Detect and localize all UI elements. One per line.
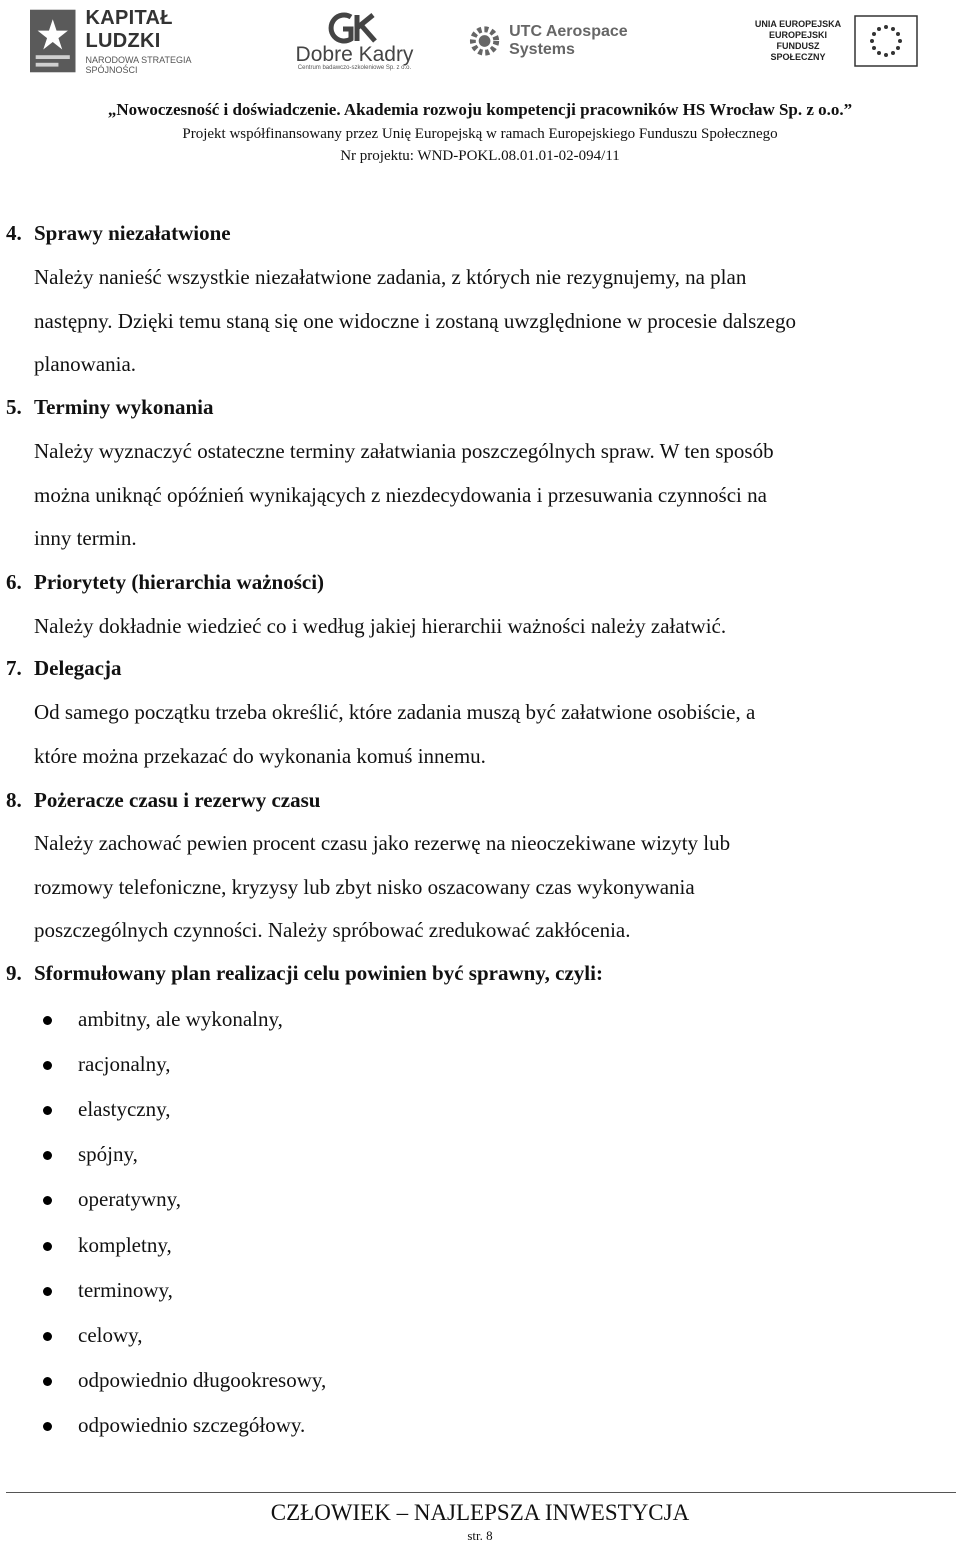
paragraph-line: które można przekazać do wykonania komuś innemu.: [34, 743, 486, 768]
page-number: str. 8: [467, 1528, 493, 1543]
section-title: Sprawy niezałatwione: [34, 221, 231, 245]
utc-aerospace-logo: [468, 2, 693, 80]
section-number: 5.: [6, 395, 22, 419]
list-item-label: odpowiednio szczegółowy.: [78, 1413, 306, 1437]
kapital-ludzki-subtitle: NARODOWA STRATEGIA SPÓJNOŚCI: [85, 55, 192, 75]
paragraph-line: Od samego początku trzeba określić, które zadania muszą być załatwione osobiście, a: [34, 700, 756, 724]
list-item: [0, 1052, 960, 1097]
list-item: [0, 1142, 960, 1187]
kapital-ludzki-emblem-icon: [30, 8, 76, 74]
section-paragraph: [34, 430, 956, 561]
list-item: [0, 1007, 960, 1052]
section-heading: [6, 395, 214, 420]
list-item-label: terminowy,: [78, 1278, 173, 1302]
paragraph-line: Należy nanieść wszystkie niezałatwione zadania, z których nie rezygnujemy, na plan: [34, 265, 747, 289]
list-item-label: ambitny, ale wykonalny,: [78, 1007, 283, 1031]
section-title: Pożeracze czasu i rezerwy czasu: [34, 788, 321, 812]
paragraph-line: planowania.: [34, 352, 137, 377]
utc-title: UTC Aerospace Systems: [509, 23, 628, 58]
kapital-ludzki-title: KAPITAŁ LUDZKI: [85, 7, 173, 52]
bullet-icon: [43, 1377, 52, 1386]
section-heading: [6, 961, 603, 986]
logo-band: [0, 0, 960, 90]
paragraph-line: poszczególnych czynności. Należy spróbować zredukować zakłócenia.: [34, 918, 631, 943]
dobre-kadry-logo: [292, 2, 417, 80]
eu-line-3: FUNDUSZ SPOŁECZNY: [770, 41, 826, 62]
bullet-icon: [43, 1106, 52, 1115]
list-item-label: odpowiednio długookresowy,: [78, 1368, 327, 1392]
section-number: 7.: [6, 656, 22, 680]
paragraph-line: inny termin.: [34, 526, 137, 551]
dobre-kadry-gk-icon: [327, 11, 383, 45]
section-paragraph: [34, 691, 956, 778]
list-item-label: operatywny,: [78, 1187, 182, 1211]
section-heading: [6, 570, 324, 595]
section-paragraph: [34, 822, 956, 953]
section-number: 9.: [6, 961, 22, 985]
utc-gear-icon: [468, 24, 501, 58]
bullet-icon: [43, 1151, 52, 1160]
list-item-label: racjonalny,: [78, 1052, 171, 1076]
list-item: [0, 1323, 960, 1368]
paragraph-line: rozmowy telefoniczne, kryzysy lub zbyt nisko oszacowany czas wykonywania: [34, 874, 695, 899]
project-number: Nr projektu: WND-POKL.08.01.01-02-094/11: [340, 148, 620, 164]
list-item-label: elastyczny,: [78, 1097, 171, 1121]
eu-line-1: UNIA EUROPEJSKA: [754, 19, 842, 29]
eu-flag-icon: [854, 15, 918, 67]
section-heading: [6, 656, 121, 681]
section-title: Priorytety (hierarchia ważności): [34, 570, 325, 594]
footer-slogan: CZŁOWIEK – NAJLEPSZA INWESTYCJA: [270, 1500, 690, 1525]
section-paragraph: [34, 256, 956, 387]
section-heading: [6, 221, 231, 246]
section-heading: [6, 788, 320, 813]
paragraph-line: Należy wyznaczyć ostateczne terminy załatwiania poszczególnych spraw. W ten sposób: [34, 439, 774, 463]
section-number: 8.: [6, 788, 22, 812]
project-title: „Nowoczesność i doświadczenie. Akademia rozwoju kompetencji pracowników HS Wrocław Sp. z o.o.”: [107, 100, 853, 119]
section-title: Delegacja: [34, 656, 122, 680]
section-title: Sformułowany plan realizacji celu powinien być sprawny, czyli:: [34, 961, 603, 985]
eu-fund-logo: [748, 2, 926, 80]
paragraph-line: Należy dokładnie wiedzieć co i według jakiej hierarchii ważności należy załatwić.: [34, 614, 727, 638]
list-item: [0, 1187, 960, 1232]
list-item-label: kompletny,: [78, 1233, 172, 1257]
kapital-ludzki-logo: [30, 2, 245, 80]
cofinancing-note: Projekt współfinansowany przez Unię Europejską w ramach Europejskiego Funduszu Społecznego: [182, 126, 778, 142]
bullet-icon: [43, 1242, 52, 1251]
bullet-icon: [43, 1196, 52, 1205]
list-item: [0, 1097, 960, 1142]
list-item: [0, 1368, 960, 1413]
section-paragraph: [34, 605, 956, 649]
section-number: 6.: [6, 570, 22, 594]
list-item-label: celowy,: [78, 1323, 143, 1347]
dobre-kadry-title: Dobre Kadry: [295, 43, 414, 66]
bullet-icon: [43, 1016, 52, 1025]
paragraph-line: można uniknąć opóźnień wynikających z niezdecydowania i przesuwania czynności na: [34, 482, 767, 507]
section-title: Terminy wykonania: [34, 395, 214, 419]
list-item: [0, 1278, 960, 1323]
dobre-kadry-subtitle: Centrum badawczo-szkoleniowe Sp. z o.o.: [297, 65, 412, 71]
bullet-icon: [43, 1332, 52, 1341]
list-item-label: spójny,: [78, 1142, 138, 1166]
eu-line-2: EUROPEJSKI: [768, 30, 828, 40]
paragraph-line: następny. Dzięki temu staną się one widoczne i zostaną uwzględnione w procesie dalszego: [34, 308, 796, 333]
bullet-icon: [43, 1061, 52, 1070]
paragraph-line: Należy zachować pewien procent czasu jako rezerwę na nieoczekiwane wizyty lub: [34, 831, 731, 855]
bullet-icon: [43, 1422, 52, 1431]
list-item: [0, 1233, 960, 1278]
list-item: [0, 1413, 960, 1458]
section-number: 4.: [6, 221, 22, 245]
bullet-icon: [43, 1287, 52, 1296]
footer-divider: [6, 1492, 956, 1493]
